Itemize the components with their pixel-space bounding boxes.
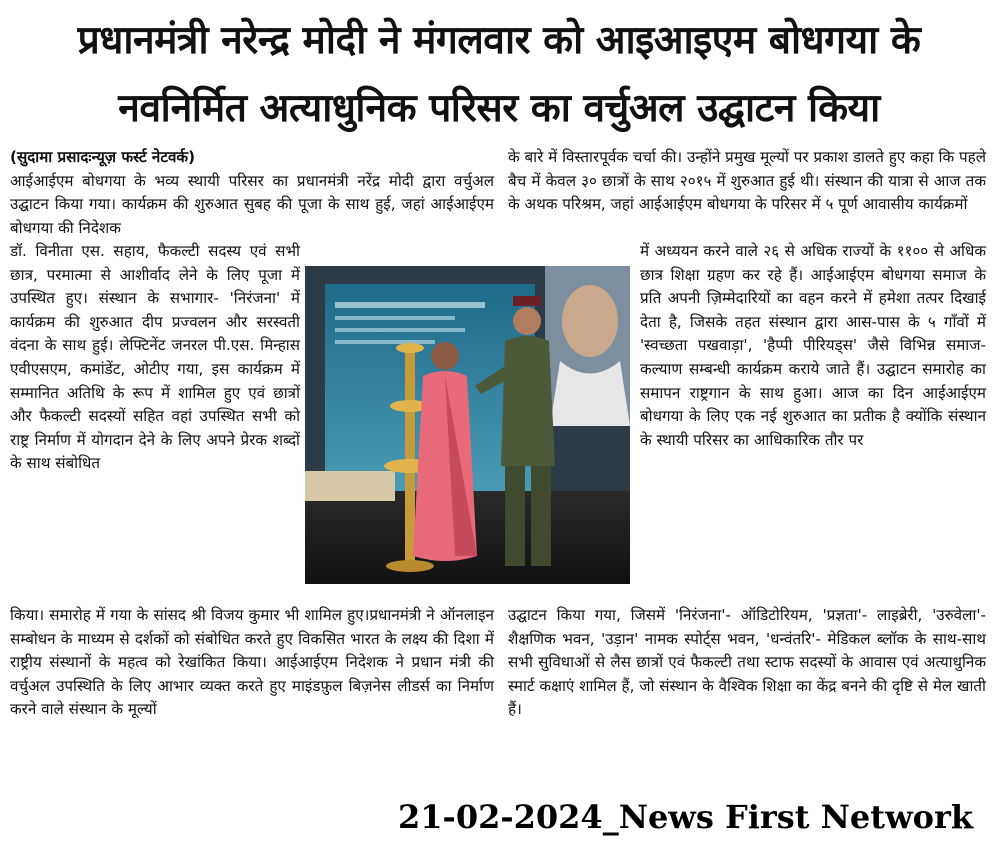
article-paragraph: आईआईएम बोधगया के भव्य स्थायी परिसर का प्रधानमंत्री नरेंद्र मोदी द्वारा वर्चुअल उद्घाटन किया गया। कार्यक्रम की शुरुआत सुबह की पूजा के साथ हुई, जहां आईआईएम बोधगया की निदेशक xyxy=(10,171,494,237)
article-paragraph: उद्घाटन किया गया, जिसमें 'निरंजना'- ऑडिटोरियम, 'प्रज्ञता'- लाइब्रेरी, 'उरुवेला'- शैक्षणिक भवन, 'उड़ान' नामक स्पोर्ट्स भवन, 'धन्वंतरि'- मेडिकल ब्लॉक के साथ-साथ सभी सुविधाओं से लैस छात्रों एवं फैकल्टी तथा स्टाफ सदस्यों के आवास एवं अत्याधुनिक स्मार्ट कक्षाएं शामिल हैं, जो संस्थान के वैश्विक शिक्षा का केंद्र बनने की दृष्टि से मेल खाती हैं। xyxy=(508,606,986,719)
article-paragraph: डॉ. विनीता एस. सहाय, फैकल्टी सदस्य एवं सभी छात्र, परमात्मा से आशीर्वाद लेने के लिए पूजा में उपस्थित हुए। संस्थान के सभागार- 'निरंजना' में कार्यक्रम की शुरुआत दीप प्रज्वलन और सरस्वती वंदना के साथ हुई। लेफ्टिनेंट जनरल पी.एस. मिन्हास एवीएसएम, कमांडेंट, ओटीए गया, इस कार्यक्रम में सम्मानित अतिथि के रूप में शामिल हुए एवं छात्रों और फैकल्टी सदस्यों सहित वहां उपस्थित सभी को राष्ट्र निर्माण में योगदान देने के लिए अपने प्रेरक शब्दों के साथ संबोधित xyxy=(10,242,300,473)
article-paragraph: में अध्ययन करने वाले २६ से अधिक राज्यों के ११०० से अधिक छात्र शिक्षा ग्रहण कर रहे हैं। आईआईएम बोधगया समाज के प्रति अपनी ज़िम्मेदारियों का वहन करने में हमेशा तत्पर दिखाई देता है, जिसके तहत संस्थान द्वारा आस-पास के ५ गाँवों में 'स्वच्छता पखवाड़ा', 'हैप्पी पीरियड्स' जैसे विभिन्न समाज-कल्याण सम्बन्धी कार्यक्रम कराये जाते हैं। उद्घाटन समारोह का समापन राष्ट्रगान के साथ हुआ। आज का दिन आईआईएम बोधगया के लिए एक नई शुरुआत का प्रतीक है क्योंकि संस्थान के स्थायी परिसर का आधिकारिक तौर पर xyxy=(640,242,986,449)
article-right-bottom xyxy=(508,604,986,722)
event-photo xyxy=(305,266,630,584)
byline: (सुदामा प्रसादःन्यूज़ फर्स्ट नेटवर्क) xyxy=(10,148,196,166)
article-left-wrap xyxy=(10,240,300,476)
article-left-top xyxy=(10,146,494,240)
article-right-top xyxy=(508,146,986,217)
article-left-bottom xyxy=(10,604,494,722)
article-paragraph: के बारे में विस्तारपूर्वक चर्चा की। उन्होंने प्रमुख मूल्यों पर प्रकाश डालते हुए कहा कि पहले बैच में केवल ३० छात्रों के साथ २०१५ में शुरुआत हुई थी। संस्थान की यात्रा से आज तक के अथक परिश्रम, जहां आईआईएम बोधगया के परिसर में ५ पूर्ण आवासीय कार्यक्रमों xyxy=(508,148,986,214)
article-paragraph: किया। समारोह में गया के सांसद श्री विजय कुमार भी शामिल हुए।प्रधानमंत्री ने ऑनलाइन सम्बोधन के माध्यम से दर्शकों को संबोधित करते हुए विकसित भारत के लक्ष्य की दिशा में राष्ट्रीय संस्थानों के महत्व को रेखांकित किया। आईआईएम निदेशक ने प्रधान मंत्री की वर्चुअल उपस्थिति के लिए आभार व्यक्त करते हुए माइंडफ़ुल बिज़नेस लीडर्स का निर्माण करने वाले संस्थान के मूल्यों xyxy=(10,606,494,719)
lamp-lighting-photo-illustration xyxy=(305,266,630,584)
headline-line-2: नवनिर्मित अत्याधुनिक परिसर का वर्चुअल उद्घाटन किया xyxy=(118,86,880,131)
dateline: 21-02-2024_News First Network xyxy=(398,798,973,836)
article-right-wrap xyxy=(640,240,986,452)
headline-line-1: प्रधानमंत्री नरेन्द्र मोदी ने मंगलवार को आइआइएम बोधगया के xyxy=(77,18,921,63)
